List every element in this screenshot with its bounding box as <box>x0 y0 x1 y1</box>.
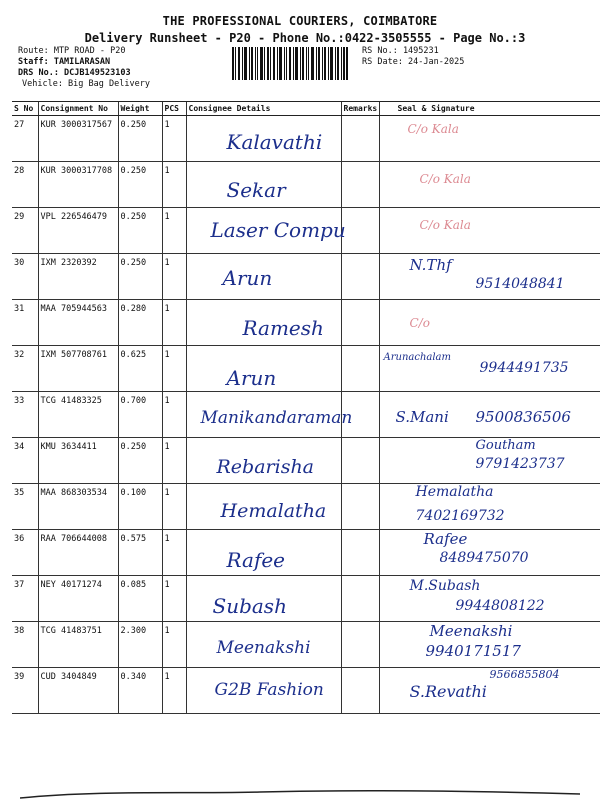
handwritten-seal: Goutham <box>475 438 536 453</box>
cell-seal <box>379 392 600 438</box>
handwritten-phone: 7402169732 <box>415 508 505 524</box>
cell-consignee <box>186 576 341 622</box>
cell-consignee <box>186 300 341 346</box>
handwritten-phone: 9500836506 <box>475 408 571 426</box>
cell-weight: 0.250 <box>118 438 162 484</box>
route-text: Route: MTP ROAD - P20 <box>18 46 126 56</box>
cell-pcs: 1 <box>162 484 186 530</box>
handwritten-seal: S.Revathi <box>409 682 487 701</box>
cell-consignment: TCG 41483325 <box>38 392 118 438</box>
cell-seal <box>379 668 600 714</box>
cell-pcs: 1 <box>162 116 186 162</box>
cell-consignee <box>186 392 353 438</box>
cell-consignee <box>186 668 341 714</box>
cell-remarks <box>341 530 379 576</box>
handwritten-consignee: Kalavathi <box>226 130 323 154</box>
cell-consignee <box>186 484 341 530</box>
col-consignee: Consignee Details <box>186 102 341 116</box>
cell-seal <box>379 346 600 392</box>
handwritten-phone: 9566855804 <box>489 668 560 681</box>
cell-remarks <box>341 116 379 162</box>
barcode <box>232 47 348 80</box>
cell-consignment: CUD 3404849 <box>38 668 118 714</box>
handwritten-seal: C/o Kala <box>407 122 459 136</box>
handwritten-phone: 9944808122 <box>455 598 545 614</box>
cell-sno: 39 <box>12 668 38 714</box>
staff-text: Staff: TAMILARASAN <box>18 57 111 67</box>
cell-pcs: 1 <box>162 346 186 392</box>
cell-consignment: KMU 3634411 <box>38 438 118 484</box>
cell-weight: 0.280 <box>118 300 162 346</box>
handwritten-consignee: Arun <box>222 266 273 290</box>
handwritten-consignee: Arun <box>226 366 277 390</box>
cell-seal <box>379 254 600 300</box>
cell-sno: 27 <box>12 116 38 162</box>
cell-weight: 0.250 <box>118 116 162 162</box>
cell-seal <box>379 484 600 530</box>
cell-consignee <box>186 116 341 162</box>
cell-pcs: 1 <box>162 622 186 668</box>
cell-seal <box>379 116 600 162</box>
handwritten-consignee: Rebarisha <box>216 456 315 478</box>
handwritten-consignee: Ramesh <box>242 316 324 340</box>
cell-sno: 36 <box>12 530 38 576</box>
cell-sno: 34 <box>12 438 38 484</box>
table-row <box>12 530 600 576</box>
table-row <box>12 392 600 438</box>
cell-remarks <box>341 576 379 622</box>
meta-right <box>362 46 464 68</box>
cell-weight: 0.700 <box>118 392 162 438</box>
cell-weight: 0.575 <box>118 530 162 576</box>
cell-sno: 38 <box>12 622 38 668</box>
cell-sno: 37 <box>12 576 38 622</box>
handwritten-phone: 9514048841 <box>475 276 565 292</box>
table-row <box>12 576 600 622</box>
cell-remarks <box>341 208 379 254</box>
cell-weight: 0.085 <box>118 576 162 622</box>
company-title: THE PROFESSIONAL COURIERS, COIMBATORE <box>162 14 438 28</box>
cell-consignee <box>186 438 341 484</box>
col-sno: S No <box>12 102 38 116</box>
cell-consignment: MAA 705944563 <box>38 300 118 346</box>
table-row <box>12 208 600 254</box>
cell-consignment: VPL 226546479 <box>38 208 118 254</box>
handwritten-consignee: Rafee <box>226 548 286 572</box>
table-row <box>12 484 600 530</box>
handwritten-seal: M.Subash <box>409 578 481 594</box>
cell-consignee <box>186 622 341 668</box>
table-row <box>12 346 600 392</box>
handwritten-seal: Hemalatha <box>415 484 494 500</box>
cell-pcs: 1 <box>162 668 186 714</box>
cell-sno: 28 <box>12 162 38 208</box>
cell-sno: 29 <box>12 208 38 254</box>
cell-consignment: KUR 3000317708 <box>38 162 118 208</box>
handwritten-phone: 9944491735 <box>479 360 569 376</box>
cell-seal <box>379 530 600 576</box>
handwritten-consignee: Meenakshi <box>216 638 311 658</box>
cell-remarks <box>341 484 379 530</box>
cell-weight: 0.340 <box>118 668 162 714</box>
cell-consignment: TCG 41483751 <box>38 622 118 668</box>
cell-weight: 2.300 <box>118 622 162 668</box>
rs-no-text: RS No.: 1495231 <box>362 46 439 56</box>
cell-pcs: 1 <box>162 162 186 208</box>
cell-pcs: 1 <box>162 392 186 438</box>
cell-sno: 31 <box>12 300 38 346</box>
cell-seal <box>379 438 600 484</box>
cell-sno: 33 <box>12 392 38 438</box>
cell-seal <box>379 162 600 208</box>
col-weight: Weight <box>118 102 162 116</box>
cell-remarks <box>341 438 379 484</box>
handwritten-consignee: Manikandaraman <box>200 408 353 428</box>
cell-consignee <box>186 254 341 300</box>
handwritten-consignee: Laser Compu <box>210 218 346 242</box>
handwritten-consignee: G2B Fashion <box>214 680 324 700</box>
col-remarks: Remarks <box>341 102 379 116</box>
cell-consignee <box>186 346 341 392</box>
cell-weight: 0.250 <box>118 254 162 300</box>
handwritten-seal: C/o Kala <box>419 172 471 186</box>
table-row <box>12 300 600 346</box>
handwritten-seal: N.Thf <box>409 256 452 274</box>
cell-consignee <box>186 530 341 576</box>
cell-remarks <box>341 254 379 300</box>
col-seal: Seal & Signature <box>379 102 600 116</box>
cell-consignee <box>186 208 346 254</box>
cell-weight: 0.625 <box>118 346 162 392</box>
cell-seal <box>379 622 600 668</box>
cell-pcs: 1 <box>162 300 186 346</box>
cell-sno: 32 <box>12 346 38 392</box>
meta-left <box>18 46 150 90</box>
cell-consignment: MAA 868303534 <box>38 484 118 530</box>
rs-date-text: RS Date: 24-Jan-2025 <box>362 57 465 67</box>
cell-consignment: KUR 3000317567 <box>38 116 118 162</box>
handwritten-phone: 9940171517 <box>425 642 521 660</box>
cell-consignment: IXM 507708761 <box>38 346 118 392</box>
vehicle-text: Vehicle: Big Bag Delivery <box>22 79 150 89</box>
bottom-scribble <box>20 788 580 800</box>
table-row <box>12 622 600 668</box>
handwritten-seal: Meenakshi <box>429 622 513 640</box>
table-row <box>12 668 600 714</box>
cell-pcs: 1 <box>162 530 186 576</box>
cell-remarks <box>341 622 379 668</box>
cell-consignment: NEY 40171274 <box>38 576 118 622</box>
handwritten-seal: Arunachalam <box>383 352 451 363</box>
cell-sno: 35 <box>12 484 38 530</box>
cell-seal <box>379 300 600 346</box>
cell-seal <box>379 576 600 622</box>
table-row <box>12 254 600 300</box>
cell-sno: 30 <box>12 254 38 300</box>
handwritten-consignee: Subash <box>212 594 287 618</box>
cell-consignee <box>186 162 341 208</box>
cell-remarks <box>341 668 379 714</box>
cell-pcs: 1 <box>162 254 186 300</box>
cell-weight: 0.250 <box>118 162 162 208</box>
table-row <box>12 438 600 484</box>
handwritten-consignee: Hemalatha <box>220 500 327 522</box>
runsheet-subtitle: Delivery Runsheet - P20 - Phone No.:0422-3505555 - Page No.:3 <box>84 31 526 45</box>
cell-pcs: 1 <box>162 438 186 484</box>
handwritten-seal: S.Mani <box>395 408 449 426</box>
cell-remarks <box>341 162 379 208</box>
cell-consignment: IXM 2320392 <box>38 254 118 300</box>
cell-weight: 0.250 <box>118 208 162 254</box>
cell-remarks <box>341 300 379 346</box>
col-pcs: PCS <box>162 102 186 116</box>
handwritten-seal: C/o <box>409 316 430 330</box>
col-consignment: Consignment No <box>38 102 118 116</box>
runsheet-table <box>12 101 600 714</box>
cell-pcs: 1 <box>162 576 186 622</box>
table-header-row <box>12 102 600 116</box>
drs-text: DRS No.: DCJB149523103 <box>18 68 131 78</box>
handwritten-seal: C/o Kala <box>419 218 471 232</box>
cell-remarks <box>341 346 379 392</box>
cell-weight: 0.100 <box>118 484 162 530</box>
cell-seal <box>379 208 600 254</box>
table-body <box>12 116 600 714</box>
table-row <box>12 162 600 208</box>
handwritten-seal: Rafee <box>423 530 468 548</box>
handwritten-phone: 8489475070 <box>439 550 529 566</box>
handwritten-phone: 9791423737 <box>475 456 565 472</box>
handwritten-consignee: Sekar <box>226 178 286 202</box>
cell-pcs: 1 <box>162 208 186 254</box>
cell-consignment: RAA 706644008 <box>38 530 118 576</box>
table-row <box>12 116 600 162</box>
